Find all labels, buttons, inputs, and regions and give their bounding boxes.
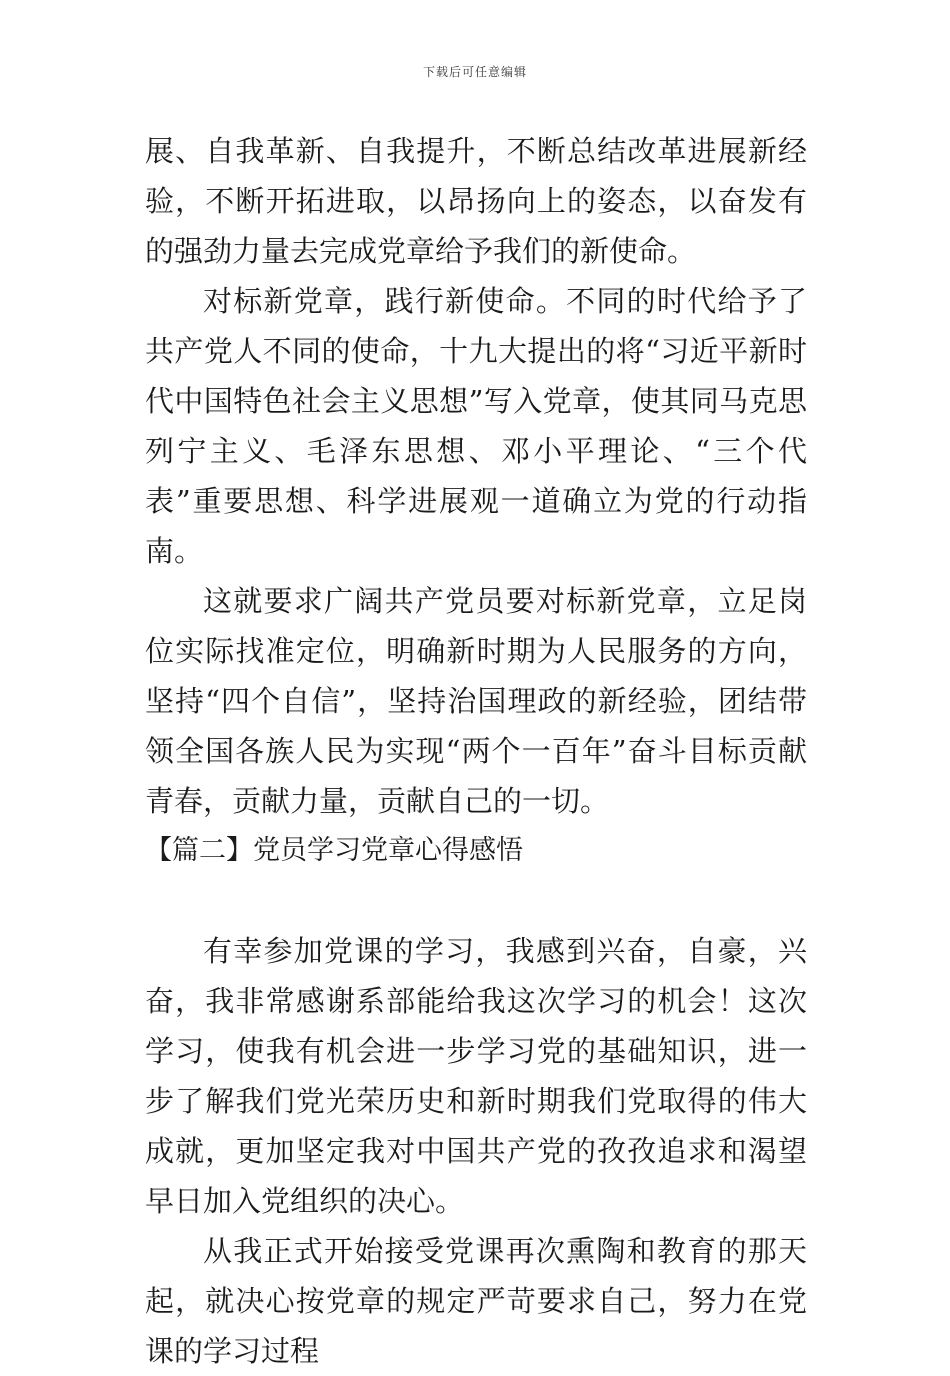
paragraph-party-class-resolve: 从我正式开始接受党课再次熏陶和教育的那天起，就决心按党章的规定严苛要求自己，努力在党课的学习过程 xyxy=(145,1234,807,1368)
header-note: 下载后可任意编辑 xyxy=(422,65,527,79)
section-spacer xyxy=(145,876,807,926)
paragraph-party-class-study: 有幸参加党课的学习，我感到兴奋，自豪，兴奋，我非常感谢系部能给我这次学习的机会！这次学习，使我有机会进一步学习党的基础知识，进一步了解我们党光荣历史和新时期我们党取得的伟大成就，更加坚定我对中国共产党的孜孜追求和渴望早日加入党组织的决心。 xyxy=(145,934,807,1218)
section-title: 【篇二】党员学习党章心得感悟 xyxy=(145,835,523,866)
paragraph-party-members-requirement: 这就要求广阔共产党员要对标新党章，立足岗位实际找准定位，明确新时期为人民服务的方向，坚持“四个自信”，坚持治国理政的新经验，团结带领全国各族人民为实现“两个一百年”奋斗目标贡献青春，贡献力量，贡献自己的一切。 xyxy=(145,584,807,818)
paragraph-continued: 展、自我革新、自我提升，不断总结改革进展新经验，不断开拓进取，以昂扬向上的姿态，以奋发有的强劲力量去完成党章给予我们的新使命。 xyxy=(145,134,807,268)
paragraph-new-mission: 对标新党章，践行新使命。不同的时代给予了共产党人不同的使命，十九大提出的将“习近平新时代中国特色社会主义思想”写入党章，使其同马克思列宁主义、毛泽东思想、邓小平理论、“三个代表”重要思想、科学进展观一道确立为党的行动指南。 xyxy=(145,284,807,568)
document-body xyxy=(145,126,807,1376)
